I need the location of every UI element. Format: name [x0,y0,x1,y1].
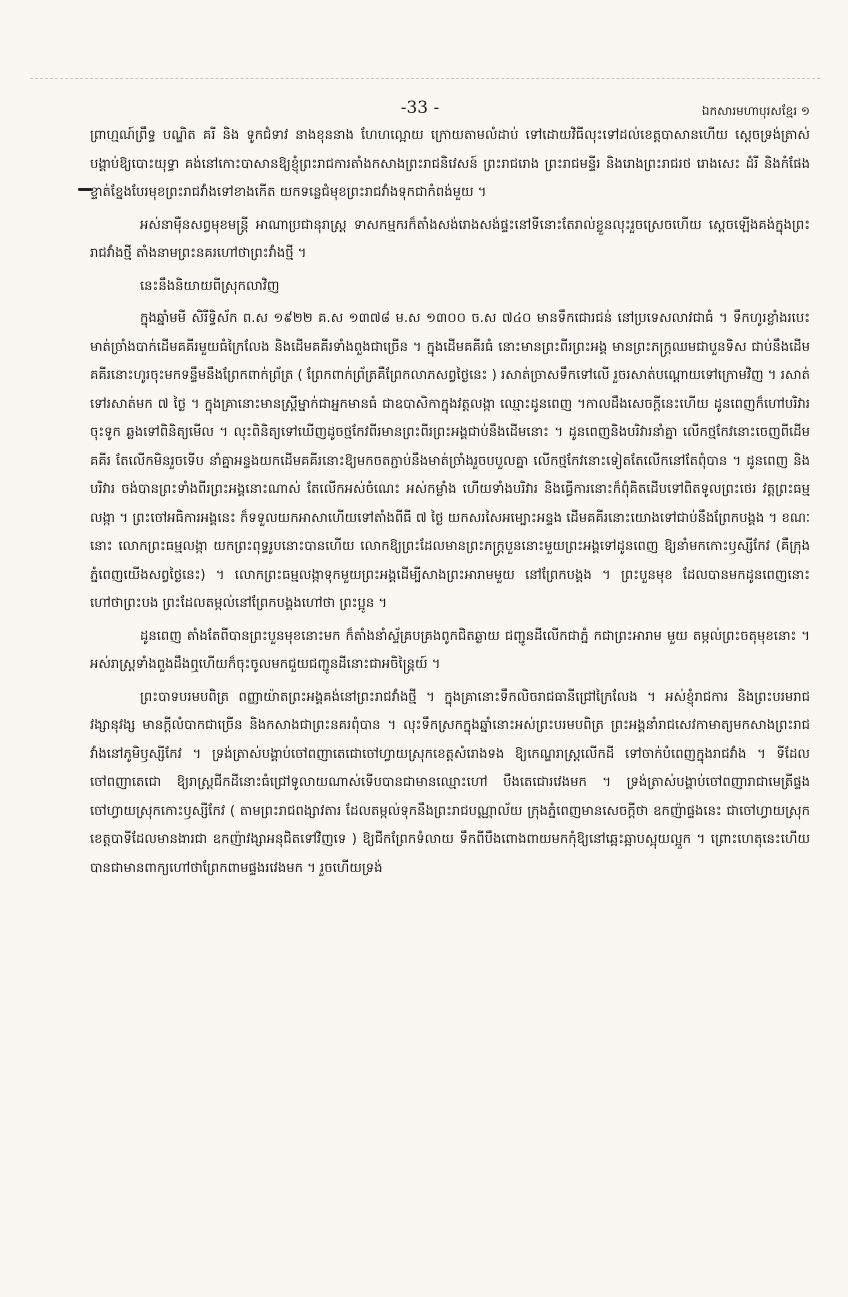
page-number: -33 - [400,98,440,118]
section-heading: នេះនឹងនិយាយពីស្រុកលាវិញ [140,278,280,294]
paragraph: ព្រាហ្មណ៍ព្រឹទ្ធ បណ្ឌិត គរី និង ទូកជំទាវ នាងខុននាង ហែហល្អោយ ក្រោយតាមលំដាប់ ទៅដោយវិធីលុះទៅដល់ខេត្តបាសានហើយ ស្តេចទ្រង់ត្រាស់បង្គាប់ឱ្យបោះយុទ្ធា គង់នៅកោះបាសានឱ្យខ្ញុំព្រះរាជការតាំងកសាងព្រះរាជនិវេសន៍ ព្រះរាជរោង ព្រះរាជមន្ទីរ និងរោងព្រះរាជរថ រោងសេះ ដំរី និងកំផែងខ្ទាត់ខ្នែងបែរមុខព្រះរាជវាំងទៅខាងកើត យកទន្លេជំមុខព្រះរាជវាំងទុកជាកំពង់មួយ ។ [90,128,810,200]
top-divider [30,78,820,81]
document-body [90,122,810,887]
paragraph: ព្រះបាទបរមបពិត្រ ពញ្ញាយ៉ាតព្រះអង្គគង់នៅព្រះរាជវាំងថ្មី ។ ក្នុងគ្រានោះទឹកលិចរាជធានីជ្រៅក្រៃលែង ។ អស់ខ្ញុំរាជការ និងព្រះបរមរាជវង្សានុវង្ស មានក្តីលំបាកជាច្រើន និងកសាងជាព្រះនគរពុំបាន ។ លុះទឹកស្រកក្នុងឆ្នាំនោះអស់ព្រះបរមបពិត្រ ព្រះអង្គនាំរាជសេវកាមាត្យមកសាងព្រះរាជវាំងនៅភូមិឫស្សីកែវ ។ ទ្រង់ត្រាស់បង្គាប់ចៅពញាតេជោចៅហ្វាយស្រុកខេត្តសំរោងទង ឱ្យកេណ្ឌរាស្ត្រលើកដី ទៅចាក់បំពេញក្នុងរាជវាំង ។ ទីដែលចៅពញាតេជោ ឱ្យរាស្ត្រជីកដីនោះធំជ្រៅទូលាយណាស់ទើបបានជាមានឈ្មោះហៅ បឹងតេជោរវេងមក ។ ទ្រង់ត្រាស់បង្គាប់ចៅពញារាជាមេត្រីផ្ទង ចៅហ្វាយស្រុកកោះឫស្សីកែវ ( តាមព្រះរាជពង្សាវតារ ដែលតម្កល់ទុកនឹងព្រះរាជបណ្ណាល័យ ក្រុងភ្នំពេញមានសេចក្តីថា ឧកញ៉ាផ្ទងនេះ ជាចៅហ្វាយស្រុកខេត្តបាទីដែលមានងារជា ឧកញ៉ាវង្សាអនុជិតទៅវិញទេ ) ឱ្យជីកព្រែកទំលាយ ទឹកពីបឹងពោងពាយមកកុំឱ្យនៅឆ្អេះឆ្អាបស្អុយល្អួក ។ ព្រោះហេតុនេះហើយបានជាមានពាក្យហៅថាព្រែកពាមផ្ទងរវេងមក ។ រួចហើយទ្រង់ [90,689,810,876]
paragraph: ក្នុងឆ្នាំមមី សិរីទ្ធិស័ក ព.ស ១៩២២ គ.ស ១៣៧៨ ម.ស ១៣០០ ច.ស ៧៤០ មានទឹកជោរជន់ នៅប្រទេសលាវជាធំ ។ ទឹកហូរខ្លាំងរបេះមាត់ច្រាំងបាក់ដើមគគីរមួយធំក្រៃលែង និងដើមគគីរទាំងពួងជាច្រើន ។ ក្នុងដើមគគីរធំ នោះមានព្រះពីរព្រះអង្គ មានព្រះភក្រ្តឈមជាបួនទិស ជាប់នឹងដើមគគីរនោះហូរចុះមកទន្ទឹមនឹងព្រែកពាក់ព្រ័ត្រ ( ព្រែកពាក់ព្រ័ត្រគឺព្រែកលាភសព្វថ្ងៃនេះ ) រសាត់ច្រាសទឹកទៅលើ រួចរសាត់បណ្តោយទៅក្រោមវិញ ។ រសាត់ទៅរសាត់មក ៧ ថ្ងៃ ។ ក្នុងគ្រានោះមានស្ត្រីម្នាក់ជាអ្នកមានធំ ជាឧបាសិកាក្នុងវត្តលង្កា ឈ្មោះដូនពេញ ។កាលដឹងសេចក្តីនេះហើយ ដូនពេញក៏ហៅបរិវារចុះទូក ឆ្លងទៅពិនិត្យមើល ។ លុះពិនិត្យទៅឃើញដូចថ្មកែវពីរមានព្រះពីរព្រះអង្គជាប់នឹងដើមនោះ ។ ដូនពេញនិងបរិវារនាំគ្នា លើកថ្មកែវនោះចេញពីដើមគគីរ តែលើកមិនរួចទើប នាំគ្នាអន្ទងយកដើមគគីរនោះឱ្យមកចតភ្ជាប់នឹងមាត់ច្រាំងរួចបបួលគ្នា លើកថ្មកែវនោះទៀតតែលើកនៅតែពុំបាន ។ ដូនពេញ និង បរិវារ ចង់បានព្រះទាំងពីរព្រះអង្គនោះណាស់ តែលើកអស់ចំណេះ អស់កម្លាំង ហើយទាំងបរិវារ និងធ្វើការនោះក៏ពុំគិតដើបទៅពិតទូលព្រះថេរ វត្តព្រះធម្មលង្កា ។ ព្រះចៅអធិការអង្គនេះ ក៏ទទួលយកអាសាហើយទៅតាំងពីធី ៧ ថ្ងៃ យកសរសៃអម្បោះអន្ទង ដើមគគីរនោះយោងទៅជាប់នឹងព្រែកបង្គង ។ ខណៈនោះ លោកព្រះធម្មលង្កា យកព្រះពុទ្ធរូបនោះបានហើយ លោកឱ្យព្រះដែលមានព្រះភក្រ្តបួននោះមួយព្រះអង្គទៅដូនពេញ ឱ្យនាំមកកោះឫស្សីកែវ (គឺក្រុងភ្នំពេញយើងសព្វថ្ងៃនេះ) ។ លោកព្រះធម្មលង្កាទុកមួយព្រះអង្គដើម្បីសាងព្រះអារាមមួយ នៅព្រែកបង្គង ។ ព្រះបួនមុខ ដែលបានមកដូនពេញនោះ ហៅថាព្រះបង ព្រះដែលតម្កល់នៅព្រែកបង្គងហៅថា ព្រះប្អូន ។ [90,311,810,611]
running-header: ឯកសារមហាបុរសខ្មែរ ១ [701,104,810,118]
paragraph: អស់នាម៉ឺនសព្វមុខមន្ត្រី អាណាប្រជានុរាស្ត្រ ទាសកម្មករក៏តាំងសង់រោងសង់ផ្ទះនៅទីនោះតែរាល់ខ្លួនលុះរួចស្រេចហើយ ស្តេចឡើងគង់ក្នុងព្រះរាជវាំងថ្មី តាំងនាមព្រះនគរហៅថាព្រះវាំងថ្មី ។ [90,217,810,261]
paragraph: ដូនពេញ តាំងតែពីបានព្រះបួនមុខនោះមក ក៏តាំងនាំស្ទ័គ្របគ្រងពូកជិតឆ្ងាយ ជញ្ជូនដីលើកជាភ្នំ កជាព្រះអារាម មួយ តម្កល់ព្រះចតុមុខនោះ ។ អស់រាស្ត្រទាំងពួងដឹងឮហើយក៏ចុះចូលមកជួយជញ្ជូនដីនោះជាអចិន្ត្រៃយ៍ ។ [90,628,810,672]
